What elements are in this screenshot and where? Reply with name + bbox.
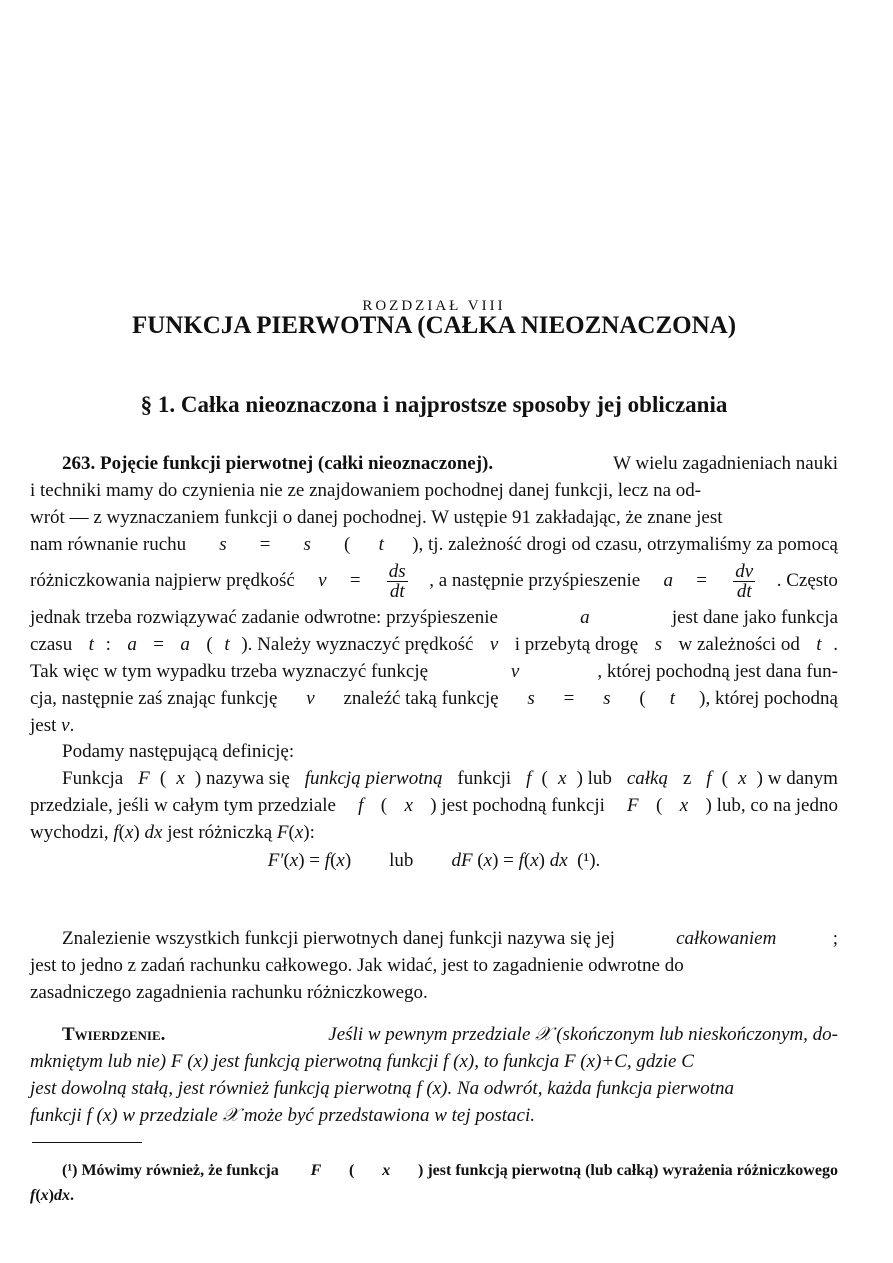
- text-segment: jednak trzeba rozwiązywać zadanie odwrotne: przyśpieszenie: [30, 607, 503, 628]
- text-segment: dx: [144, 822, 163, 843]
- text-segment: x: [679, 795, 689, 816]
- text-line: [30, 1075, 838, 1102]
- text-segment: z: [678, 768, 697, 789]
- text-segment: funkcji f (x) w przedziale 𝒳 może być przedstawiona w tej postaci.: [30, 1105, 535, 1126]
- theorem: [30, 1021, 838, 1129]
- text-segment: f: [113, 822, 119, 843]
- text-segment: zasadniczego zagadnienia rachunku różniczkowego.: [30, 982, 428, 1003]
- text-segment: ) =: [298, 850, 325, 871]
- text-segment: przedziale, jeśli w całym tym przedziale: [30, 795, 341, 816]
- text-segment: nam równanie ruchu: [30, 534, 191, 555]
- text-segment: ) jest funkcją pierwotną (lub całką) wyrażenia różniczkowego: [418, 1162, 838, 1179]
- text-segment: ) =: [492, 850, 519, 871]
- text-line: [30, 558, 838, 604]
- text-line: [30, 925, 838, 952]
- text-segment: i techniki mamy do czynienia nie ze znajdowaniem pochodnej danej funkcji, lecz na od-: [30, 480, 702, 501]
- text-segment: ) nazywa się: [194, 768, 295, 789]
- text-segment: (: [201, 634, 213, 655]
- text-segment: ): [133, 822, 145, 843]
- text-segment: funkcji: [452, 768, 516, 789]
- text-segment: a: [663, 570, 674, 591]
- text-line: [30, 658, 838, 685]
- text-segment: .: [833, 634, 838, 655]
- text-segment: t: [816, 634, 822, 655]
- text-segment: a: [180, 634, 190, 655]
- text-segment: v: [306, 688, 315, 709]
- text-segment: (: [288, 822, 295, 843]
- text-segment: czasu: [30, 634, 77, 655]
- text-line: [30, 631, 838, 658]
- text-line: [30, 685, 838, 712]
- text-segment: ) w danym: [756, 768, 838, 789]
- text-segment: x: [738, 768, 747, 789]
- text-segment: F: [138, 768, 150, 789]
- text-segment: x: [294, 822, 304, 843]
- text-segment: x: [530, 850, 539, 871]
- text-segment: x: [404, 795, 413, 816]
- text-segment: =: [691, 570, 712, 591]
- text-segment: .: [69, 1187, 74, 1204]
- text-segment: ): [538, 850, 550, 871]
- text-segment: t: [88, 634, 94, 655]
- text-segment: znaleźć taką funkcję: [338, 688, 504, 709]
- chapter-title: FUNKCJA PIERWOTNA (CAŁKA NIEOZNACZONA): [131, 312, 737, 339]
- text-segment: x: [124, 822, 134, 843]
- text-segment: x: [289, 850, 299, 871]
- text-segment: (¹) Mówimy również, że funkcja: [62, 1162, 283, 1179]
- text-segment: t: [224, 634, 230, 655]
- text-segment: Podamy następującą definicję:: [62, 741, 295, 762]
- text-line: [30, 738, 838, 765]
- numerator: dv: [735, 560, 754, 582]
- text-segment: =: [345, 570, 366, 591]
- text-segment: ;: [832, 928, 838, 949]
- text-line: [30, 604, 838, 631]
- fraction: [387, 562, 408, 601]
- text-segment: (: [35, 1187, 41, 1204]
- text-segment: (: [656, 795, 663, 816]
- text-segment: t: [669, 688, 676, 709]
- text-segment: ) lub: [344, 850, 452, 871]
- denominator: dt: [389, 580, 405, 602]
- text-segment: jest dowolną stałą, jest również funkcją pierwotną f (x). Na odwrót, każda funkcja pierwotna: [30, 1078, 735, 1099]
- text-segment: F′: [267, 850, 284, 871]
- text-segment: =: [254, 534, 276, 555]
- text-segment: (: [380, 795, 388, 816]
- text-segment: a: [127, 634, 137, 655]
- text-segment: s: [303, 534, 311, 555]
- text-segment: (: [523, 850, 531, 871]
- text-segment: (: [159, 768, 167, 789]
- text-segment: f: [324, 850, 331, 871]
- text-segment: , której pochodną jest dana fun-: [597, 661, 838, 682]
- text-line: [30, 792, 838, 819]
- text-segment: . Często: [776, 570, 838, 591]
- text-segment: f: [706, 768, 712, 789]
- numerator: ds: [388, 560, 406, 582]
- text-segment: ) lub, co na jedno: [705, 795, 838, 816]
- footnote-rule: [32, 1142, 142, 1143]
- text-segment: ): [48, 1187, 54, 1204]
- text-segment: (: [330, 850, 337, 871]
- text-segment: wrót — z wyznaczaniem funkcji o danej pochodnej. W ustępie 91 zakładając, że znane jest: [30, 507, 723, 528]
- text-segment: (¹).: [567, 850, 601, 871]
- text-segment: Twierdzenie.: [62, 1024, 166, 1045]
- text-segment: (: [634, 688, 646, 709]
- text-segment: x: [558, 768, 567, 789]
- text-line: [30, 450, 838, 477]
- text-segment: w zależności od: [673, 634, 805, 655]
- text-segment: s: [527, 688, 535, 709]
- text-segment: =: [148, 634, 169, 655]
- text-segment: ) jest pochodną funkcji: [430, 795, 610, 816]
- text-segment: dF: [451, 850, 473, 871]
- text-segment: (: [472, 850, 484, 871]
- text-segment: jest dane jako funkcja: [667, 607, 838, 628]
- text-segment: (: [118, 822, 125, 843]
- text-segment: 263. Pojęcie funkcji pierwotnej (całki nieoznaczonej).: [62, 453, 494, 474]
- text-segment: s: [654, 634, 663, 655]
- text-segment: ), której pochodną: [699, 688, 838, 709]
- text-segment: v: [489, 634, 499, 655]
- text-line: [30, 531, 838, 558]
- chapter-label: ROZDZIAŁ VIII: [362, 298, 506, 314]
- paragraph-definition: [30, 738, 838, 846]
- text-line: [30, 1158, 838, 1183]
- text-line: [30, 1048, 838, 1075]
- text-segment: cja, następnie zaś znając funkcję: [30, 688, 283, 709]
- text-segment: jest różniczką: [162, 822, 277, 843]
- formula: [30, 850, 838, 872]
- text-segment: t: [378, 534, 384, 555]
- text-segment: różniczkowania najpierw prędkość: [30, 570, 300, 591]
- text-segment: a: [580, 607, 590, 628]
- text-segment: (: [283, 850, 290, 871]
- text-segment: Tak więc w tym wypadku trzeba wyznaczyć funkcję: [30, 661, 433, 682]
- text-segment: Znalezienie wszystkich funkcji pierwotnych danej funkcji nazywa się jej: [62, 928, 620, 949]
- text-line: [30, 504, 838, 531]
- text-segment: wychodzi,: [30, 822, 114, 843]
- text-segment: W wielu zagadnieniach nauki: [608, 453, 838, 474]
- text-segment: ), tj. zależność drogi od czasu, otrzymaliśmy za pomocą: [412, 534, 838, 555]
- text-line: [30, 1021, 838, 1048]
- paragraph-263: [30, 450, 838, 739]
- text-segment: Jeśli w pewnym przedziale 𝒳 (skończonym lub nieskończonym, do-: [323, 1024, 838, 1045]
- text-segment: (: [541, 768, 548, 789]
- text-segment: , a następnie przyśpieszenie: [429, 570, 645, 591]
- text-segment: F: [310, 1162, 322, 1179]
- text-segment: funkcją pierwotną: [304, 768, 443, 789]
- text-segment: dx: [549, 850, 568, 871]
- denominator: dt: [736, 580, 752, 602]
- text-segment: =: [558, 688, 580, 709]
- text-segment: (: [339, 534, 351, 555]
- text-segment: (: [349, 1162, 355, 1179]
- text-segment: x: [336, 850, 345, 871]
- footnote: [30, 1158, 838, 1208]
- text-segment: :: [105, 634, 116, 655]
- text-segment: f: [30, 1187, 36, 1204]
- text-line: [30, 952, 838, 979]
- text-segment: v: [318, 570, 327, 591]
- text-line: [30, 477, 838, 504]
- text-line: [30, 1102, 838, 1129]
- text-line: [30, 1183, 838, 1208]
- text-segment: v: [510, 661, 520, 682]
- text-line: [30, 979, 838, 1006]
- text-line: [30, 819, 838, 846]
- text-segment: Funkcja: [62, 768, 128, 789]
- text-segment: f: [526, 768, 532, 789]
- text-segment: ). Należy wyznaczyć prędkość: [241, 634, 479, 655]
- text-segment: dx: [53, 1187, 70, 1204]
- fraction: [733, 562, 755, 601]
- text-segment: mkniętym lub nie) F (x) jest funkcją pierwotną funkcji f (x), to funkcja F (x)+C, gdzie C: [30, 1051, 694, 1072]
- text-segment: i przebytą drogę: [510, 634, 643, 655]
- text-segment: f: [518, 850, 524, 871]
- text-segment: całką: [626, 768, 668, 789]
- text-segment: x: [382, 1162, 391, 1179]
- text-segment: v: [61, 715, 70, 736]
- text-segment: x: [176, 768, 185, 789]
- text-segment: s: [603, 688, 611, 709]
- text-segment: jest: [30, 715, 62, 736]
- text-segment: F: [276, 822, 289, 843]
- text-segment: x: [40, 1187, 49, 1204]
- text-segment: f: [358, 795, 364, 816]
- text-line: [30, 765, 838, 792]
- text-segment: s: [219, 534, 227, 555]
- text-segment: (: [721, 768, 728, 789]
- text-segment: jest to jedno z zadań rachunku całkowego. Jak widać, jest to zagadnienie odwrotne do: [30, 955, 684, 976]
- text-line: [30, 712, 838, 739]
- section-title: § 1. Całka nieoznaczona i najprostsze sposoby jej obliczania: [140, 392, 728, 417]
- text-segment: ):: [303, 822, 315, 843]
- text-segment: ) lub: [576, 768, 617, 789]
- text-segment: F: [627, 795, 639, 816]
- paragraph-integration: [30, 925, 838, 1006]
- text-segment: całkowaniem: [676, 928, 777, 949]
- text-segment: x: [483, 850, 493, 871]
- text-segment: .: [69, 715, 75, 736]
